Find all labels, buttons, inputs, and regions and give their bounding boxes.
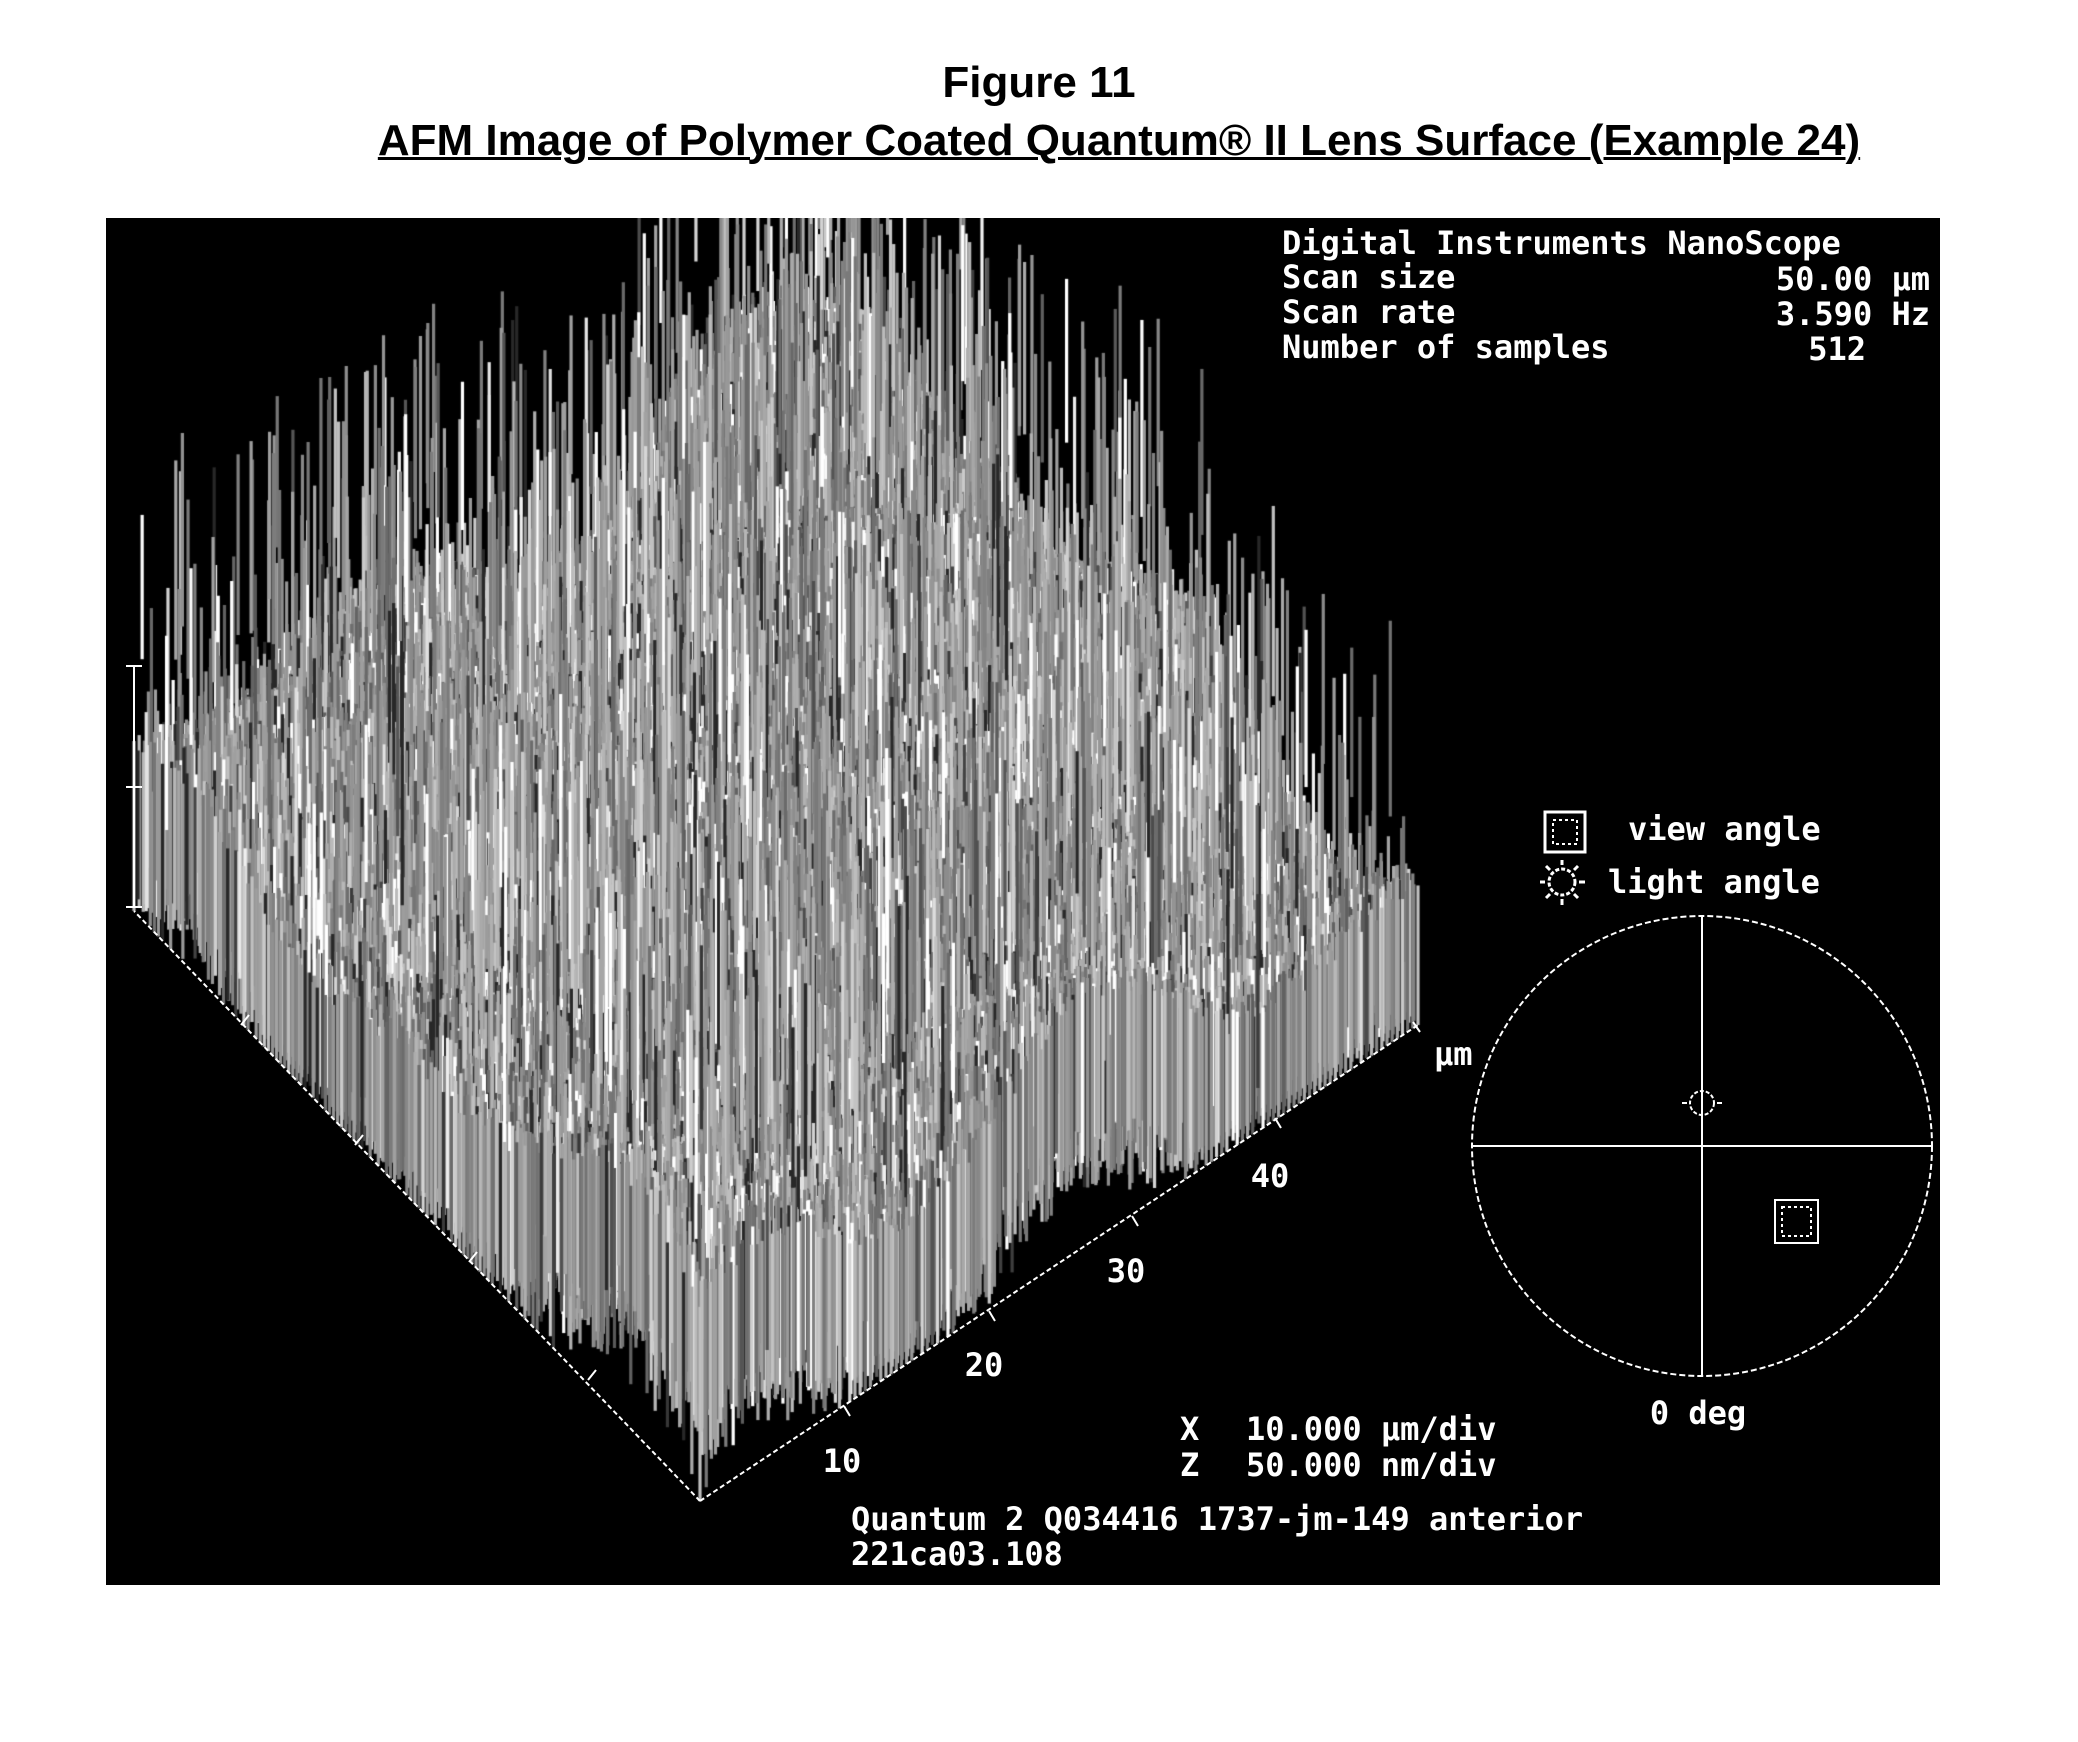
figure-caption: [80, 116, 2078, 166]
view-position-icon: [1775, 1200, 1818, 1243]
x-scale-axis: X: [1180, 1410, 1199, 1448]
scan-size-label: Scan size: [1282, 258, 1455, 296]
figure-page: [0, 0, 2078, 1742]
axis-tick-40: 40: [1251, 1157, 1290, 1195]
scan-rate-label: Scan rate: [1282, 293, 1455, 331]
x-scale-value: 10.000 μm/div: [1246, 1410, 1496, 1448]
samples-label: Number of samples: [1282, 328, 1610, 366]
scan-rate-value: 3.590 Hz: [1776, 295, 1930, 333]
angle-dial: [1472, 916, 1932, 1376]
instrument-header: Digital Instruments NanoScope: [1282, 224, 1841, 262]
view-angle-label: view angle: [1628, 810, 1821, 848]
axis-tick-10: 10: [823, 1442, 862, 1480]
view-angle-icon: [1545, 812, 1585, 852]
figure-caption-text: AFM Image of Polymer Coated Quantum® II Lens Surface (Example 24): [378, 116, 1860, 165]
sample-file: 221ca03.108: [851, 1535, 1063, 1573]
light-angle-icon: [1540, 860, 1585, 905]
axis-unit: μm: [1434, 1035, 1473, 1073]
base-axes: [126, 666, 1420, 1501]
samples-value: 512: [1808, 330, 1866, 368]
sample-description: Quantum 2 Q034416 1737-jm-149 anterior: [851, 1500, 1583, 1538]
scan-size-value: 50.00 μm: [1776, 260, 1930, 298]
afm-image-panel: [106, 218, 1940, 1585]
z-scale-axis: Z: [1180, 1446, 1199, 1484]
instrument-info: [1282, 224, 1930, 368]
figure-number: Figure 11: [0, 58, 2078, 108]
axis-tick-30: 30: [1107, 1252, 1146, 1290]
axis-tick-20: 20: [965, 1346, 1004, 1384]
light-angle-label: light angle: [1608, 863, 1820, 901]
z-scale-value: 50.000 nm/div: [1246, 1446, 1496, 1484]
angle-label: 0 deg: [1650, 1394, 1746, 1432]
afm-overlay: [106, 218, 1940, 1585]
